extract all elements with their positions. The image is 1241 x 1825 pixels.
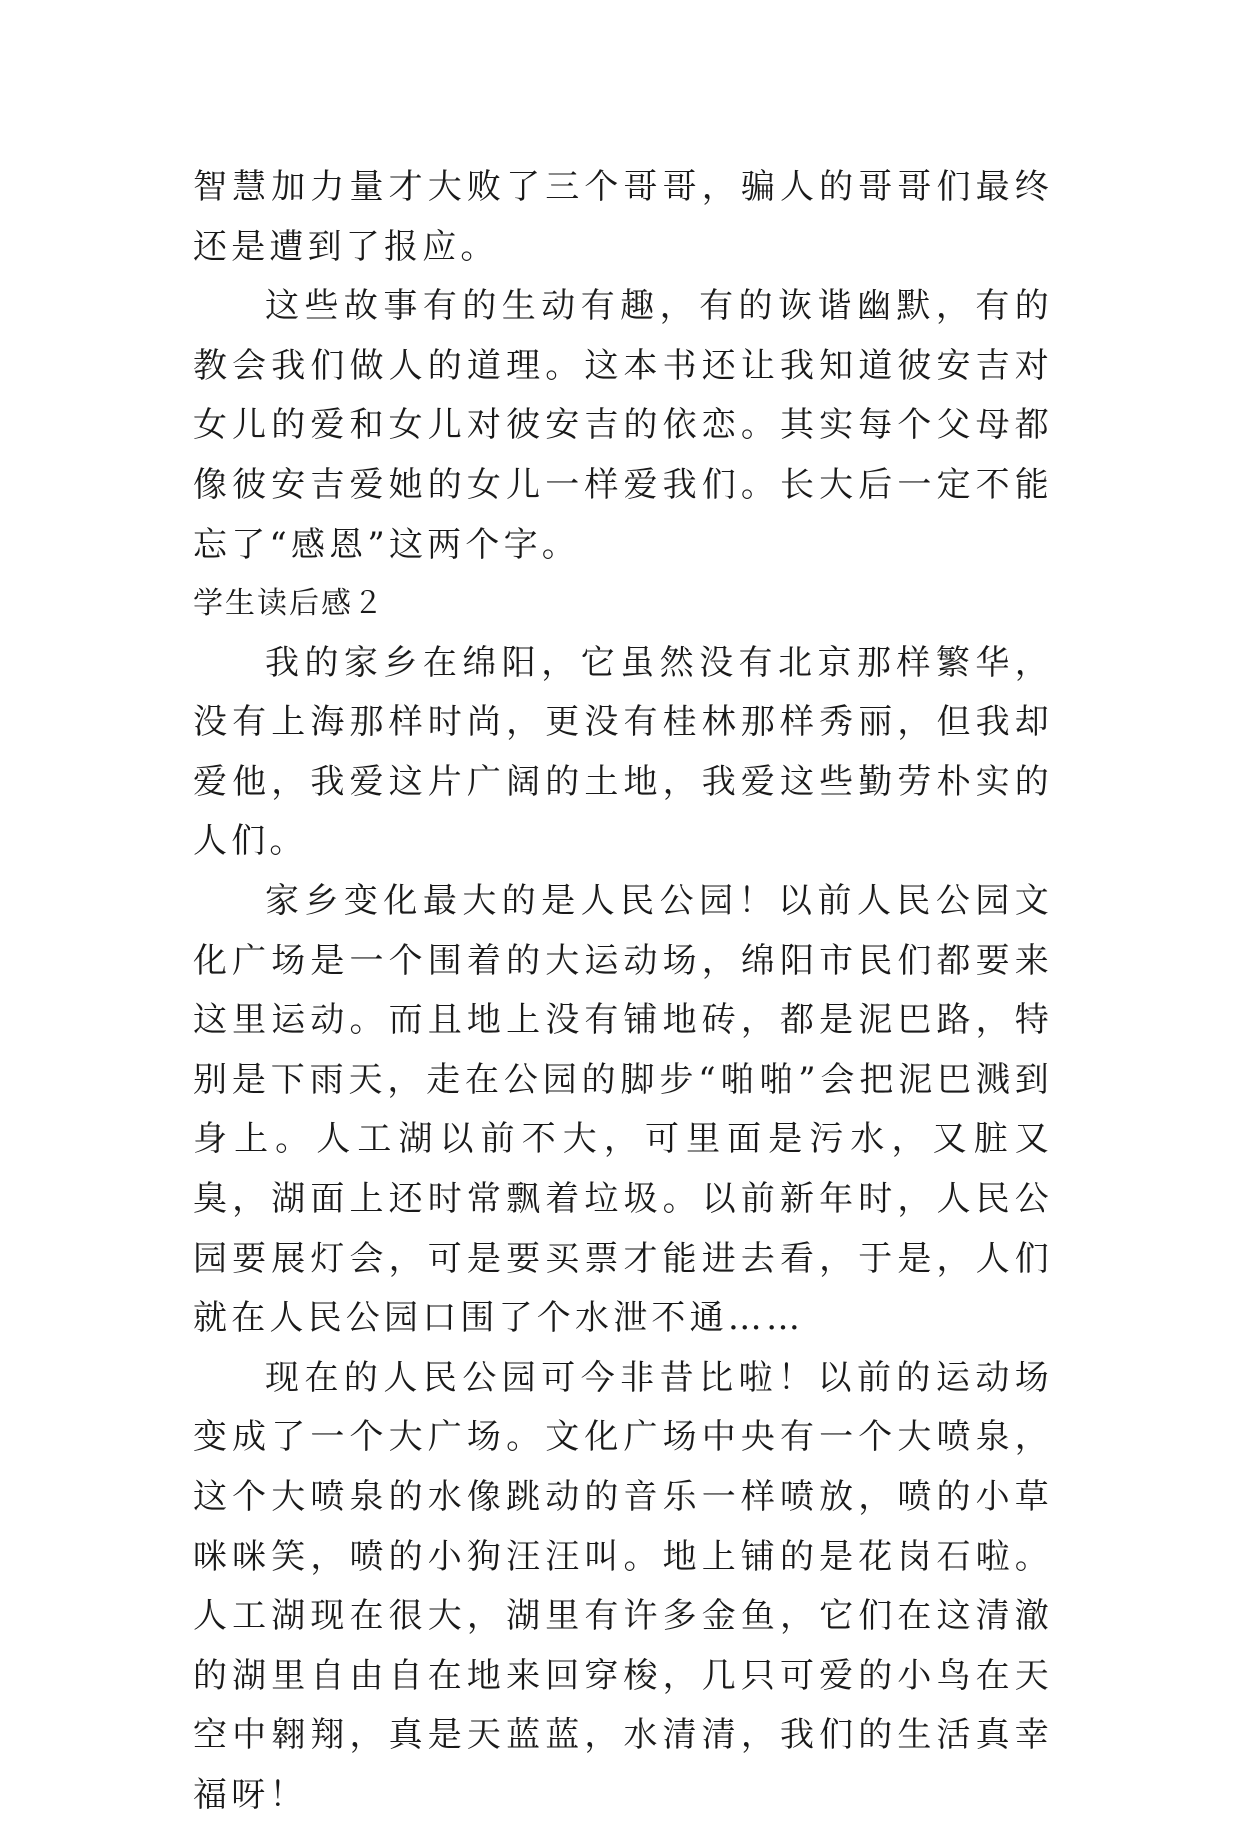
paragraph-continuation: 智慧加力量才大败了三个哥哥，骗人的哥哥们最终还是遭到了报应。 [193,167,1053,267]
paragraph: 这些故事有的生动有趣，有的诙谐幽默，有的教会我们做人的道理。这本书还让我知道彼安吉对女儿的爱和女儿对彼安吉的依恋。其实每个父母都像彼安吉爱她的女儿一样爱我们。长大后一定不能忘了“感恩”这两个字。 [193,286,1053,565]
paragraph: 现在的人民公园可今非昔比啦！以前的运动场变成了一个大广场。文化广场中央有一个大喷泉，这个大喷泉的水像跳动的音乐一样喷放，喷的小草咪咪笑，喷的小狗汪汪叫。地上铺的是花岗石啦。人工湖现在很大，湖里有许多金鱼，它们在这清澈的湖里自由自在地来回穿梭，几只可爱的小鸟在天空中翱翔，真是天蓝蓝，水清清，我们的生活真幸福呀！ [193,1357,1053,1815]
section-heading: 学生读后感２ [193,586,385,621]
section-2 [193,574,1053,1825]
paragraph: 我的家乡在绵阳，它虽然没有北京那样繁华，没有上海那样时尚，更没有桂林那样秀丽，但我却爱他，我爱这片广阔的土地，我爱这些勤劳朴实的人们。 [193,642,1053,862]
paragraph: 家乡变化最大的是人民公园！以前人民公园文化广场是一个围着的大运动场，绵阳市民们都要来这里运动。而且地上没有铺地砖，都是泥巴路，特别是下雨天，走在公园的脚步“啪啪”会把泥巴溅到身上。人工湖以前不大，可里面是污水，又脏又臭，湖面上还时常飘着垃圾。以前新年时，人民公园要展灯会，可是要买票才能进去看，于是，人们就在人民公园口围了个水泄不通…… [193,880,1053,1339]
section-1 [193,158,1053,575]
